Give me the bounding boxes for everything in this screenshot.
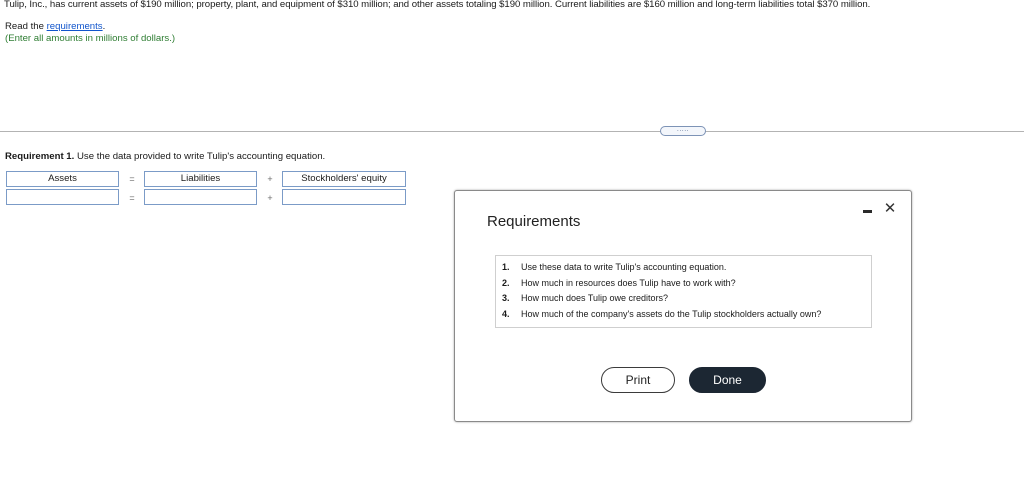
list-item bbox=[502, 278, 871, 294]
list-item-text: How much of the company's assets do the Tulip stockholders actually own? bbox=[521, 308, 822, 319]
list-item-number: 1. bbox=[502, 262, 510, 272]
amounts-hint: (Enter all amounts in millions of dollars.) bbox=[5, 33, 176, 44]
problem-statement: Tulip, Inc., has current assets of $190 million; property, plant, and equipment of $310 million; and other assets totaling $190 million. Current liabilities are $160 million and long-term liabilities total $370 million. bbox=[4, 0, 871, 10]
close-icon[interactable]: ✕ bbox=[883, 200, 897, 217]
minimize-icon[interactable] bbox=[863, 210, 872, 213]
expand-toggle-button[interactable]: ..... bbox=[660, 126, 706, 136]
requirement-1-label bbox=[5, 151, 325, 162]
requirements-link[interactable]: requirements bbox=[46, 21, 103, 32]
read-suffix: . bbox=[102, 21, 106, 32]
stockholders-equity-input[interactable] bbox=[282, 189, 406, 205]
section-divider bbox=[0, 131, 1024, 132]
print-button[interactable]: Print bbox=[601, 367, 675, 393]
assets-input[interactable] bbox=[6, 189, 119, 205]
plus-sign: + bbox=[267, 174, 273, 184]
plus-sign-row2: + bbox=[267, 193, 273, 203]
requirements-list bbox=[495, 255, 872, 328]
equals-sign-row2: = bbox=[129, 193, 135, 203]
requirement-1-number: Requirement 1. bbox=[5, 151, 75, 162]
assets-header: Assets bbox=[6, 171, 119, 187]
requirement-1-text: Use the data provided to write Tulip's accounting equation. bbox=[74, 151, 326, 162]
list-item bbox=[502, 262, 871, 278]
liabilities-header: Liabilities bbox=[144, 171, 257, 187]
liabilities-input[interactable] bbox=[144, 189, 257, 205]
list-item-text: How much does Tulip owe creditors? bbox=[521, 293, 669, 303]
list-item-number: 3. bbox=[502, 293, 510, 303]
list-item-number: 2. bbox=[502, 277, 510, 288]
list-item-text: Use these data to write Tulip's accounting equation. bbox=[521, 262, 727, 272]
done-button[interactable]: Done bbox=[689, 367, 766, 393]
requirements-dialog bbox=[454, 190, 912, 422]
stockholders-equity-header: Stockholders' equity bbox=[282, 171, 406, 187]
list-item-number: 4. bbox=[502, 308, 510, 319]
list-item bbox=[502, 293, 871, 309]
list-item bbox=[502, 309, 871, 325]
read-prefix: Read the bbox=[5, 21, 44, 32]
dialog-title: Requirements bbox=[487, 213, 581, 230]
equals-sign: = bbox=[129, 174, 135, 184]
read-requirements-line bbox=[5, 21, 105, 32]
list-item-text: How much in resources does Tulip have to work with? bbox=[521, 277, 736, 288]
